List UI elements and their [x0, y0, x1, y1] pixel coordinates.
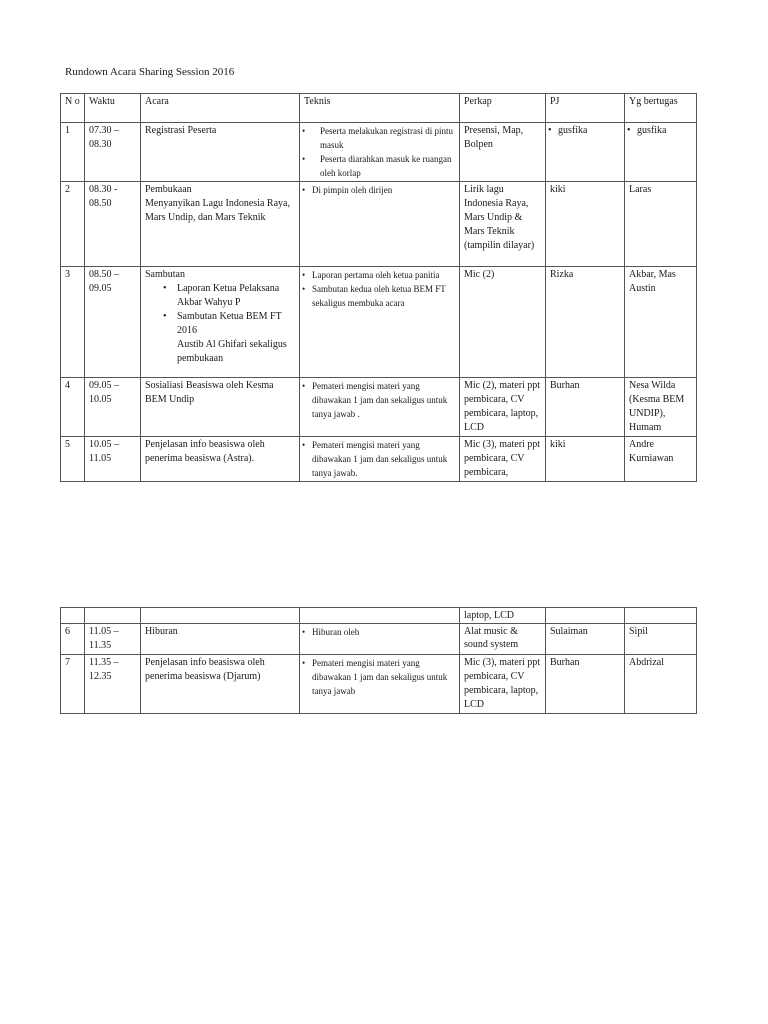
cell-perkap: Mic (3), materi ppt pembicara, CV pembicara, [460, 437, 546, 482]
cell-pj [546, 123, 625, 182]
cell-waktu: 11.35 – 12.35 [85, 655, 141, 714]
table-row [61, 437, 697, 482]
cell-acara: Penjelasan info beasiswa oleh penerima beasiswa (Astra). [141, 437, 300, 482]
teknis-item: • Peserta diarahkan masuk ke ruangan oleh korlap [304, 152, 455, 180]
cell-no: 3 [61, 267, 85, 378]
cell-acara: Sosialiasi Beasiswa oleh Kesma BEM Undip [141, 378, 300, 437]
cell-pj: Rizka [546, 267, 625, 378]
cell-no: 4 [61, 378, 85, 437]
pj-item: • gusfika [550, 124, 620, 138]
cell-waktu: 08.50 – 09.05 [85, 267, 141, 378]
cell-pj: kiki [546, 437, 625, 482]
cell-waktu: 10.05 – 11.05 [85, 437, 141, 482]
cell-waktu: 07.30 – 08.30 [85, 123, 141, 182]
cell-perkap: Lirik lagu Indonesia Raya, Mars Undip & Mars Teknik (tampilin dilayar) [460, 182, 546, 267]
header-acara: Acara [141, 94, 300, 123]
cell-teknis [300, 267, 460, 378]
table-row [61, 655, 697, 714]
cell-waktu: 09.05 – 10.05 [85, 378, 141, 437]
teknis-item: • Pemateri mengisi materi yang dibawakan 1 jam dan sekaligus untuk tanya jawab . [304, 379, 455, 421]
document-title: Rundown Acara Sharing Session 2016 [65, 66, 235, 78]
cell-pj: Sulaiman [546, 624, 625, 655]
cell-yg: Nesa Wilda (Kesma BEM UNDIP), Humam [625, 378, 697, 437]
table-header-row [61, 94, 697, 123]
cell-yg: Sipil [625, 624, 697, 655]
table-row [61, 123, 697, 182]
acara-sub-item: • Laporan Ketua Pelaksana Akbar Wahyu P [145, 282, 295, 310]
cell-teknis [300, 123, 460, 182]
cell-teknis [300, 655, 460, 714]
rundown-table-page2 [60, 607, 697, 714]
cell-waktu: 08.30 - 08.50 [85, 182, 141, 267]
yg-item: • gusfika [629, 124, 692, 138]
cell-perkap: Alat music & sound system [460, 624, 546, 655]
cell-pj: Burhan [546, 378, 625, 437]
cell-teknis [300, 182, 460, 267]
teknis-item: • Di pimpin oleh dirijen [304, 183, 455, 197]
cell-no: 5 [61, 437, 85, 482]
table-row-continuation [61, 608, 697, 624]
cell-no: 6 [61, 624, 85, 655]
acara-sub-item: • Sambutan Ketua BEM FT 2016 [145, 310, 295, 338]
cell-perkap: Mic (2) [460, 267, 546, 378]
cell-no: 1 [61, 123, 85, 182]
teknis-item: • Sambutan kedua oleh ketua BEM FT sekaligus membuka acara [304, 282, 455, 310]
table-row [61, 378, 697, 437]
cell-perkap: Presensi, Map, Bolpen [460, 123, 546, 182]
acara-title: Sambutan [145, 269, 185, 280]
cell-perkap: laptop, LCD [460, 608, 546, 624]
header-teknis: Teknis [300, 94, 460, 123]
cell-teknis [300, 437, 460, 482]
cell-yg: Abdrizal [625, 655, 697, 714]
cell-teknis [300, 624, 460, 655]
teknis-item: • Pemateri mengisi materi yang dibawakan 1 jam dan sekaligus untuk tanya jawab [304, 656, 455, 698]
acara-sub-text: Austib Al Ghifari sekaligus pembukaan [177, 339, 287, 364]
cell-acara: Registrasi Peserta [141, 123, 300, 182]
cell-yg: Akbar, Mas Austin [625, 267, 697, 378]
cell-yg: Andre Kurniawan [625, 437, 697, 482]
cell-waktu: 11.05 – 11.35 [85, 624, 141, 655]
header-perkap: Perkap [460, 94, 546, 123]
table-row [61, 182, 697, 267]
acara-title: Pembukaan [145, 184, 192, 195]
cell-yg: Laras [625, 182, 697, 267]
cell-no: 7 [61, 655, 85, 714]
teknis-item: • Peserta melakukan registrasi di pintu masuk [304, 124, 455, 152]
cell-no: 2 [61, 182, 85, 267]
teknis-item: • Pemateri mengisi materi yang dibawakan 1 jam dan sekaligus untuk tanya jawab. [304, 438, 455, 480]
table-row [61, 624, 697, 655]
table-row [61, 267, 697, 378]
cell-pj: kiki [546, 182, 625, 267]
header-pj: PJ [546, 94, 625, 123]
cell-perkap: Mic (3), materi ppt pembicara, CV pembicara, laptop, LCD [460, 655, 546, 714]
cell-pj: Burhan [546, 655, 625, 714]
cell-perkap: Mic (2), materi ppt pembicara, CV pembicara, laptop, LCD [460, 378, 546, 437]
cell-teknis [300, 378, 460, 437]
rundown-table-page1 [60, 93, 697, 482]
teknis-item: • Hiburan oleh [304, 625, 455, 639]
cell-acara: Penjelasan info beasiswa oleh penerima beasiswa (Djarum) [141, 655, 300, 714]
cell-acara [141, 182, 300, 267]
header-yg-bertugas: Yg bertugas [625, 94, 697, 123]
teknis-item: • Laporan pertama oleh ketua panitia [304, 268, 455, 282]
header-no: N o [61, 94, 85, 123]
header-waktu: Waktu [85, 94, 141, 123]
cell-acara [141, 267, 300, 378]
cell-acara: Hiburan [141, 624, 300, 655]
acara-detail: Menyanyikan Lagu Indonesia Raya, Mars Undip, dan Mars Teknik [145, 198, 290, 223]
cell-yg [625, 123, 697, 182]
